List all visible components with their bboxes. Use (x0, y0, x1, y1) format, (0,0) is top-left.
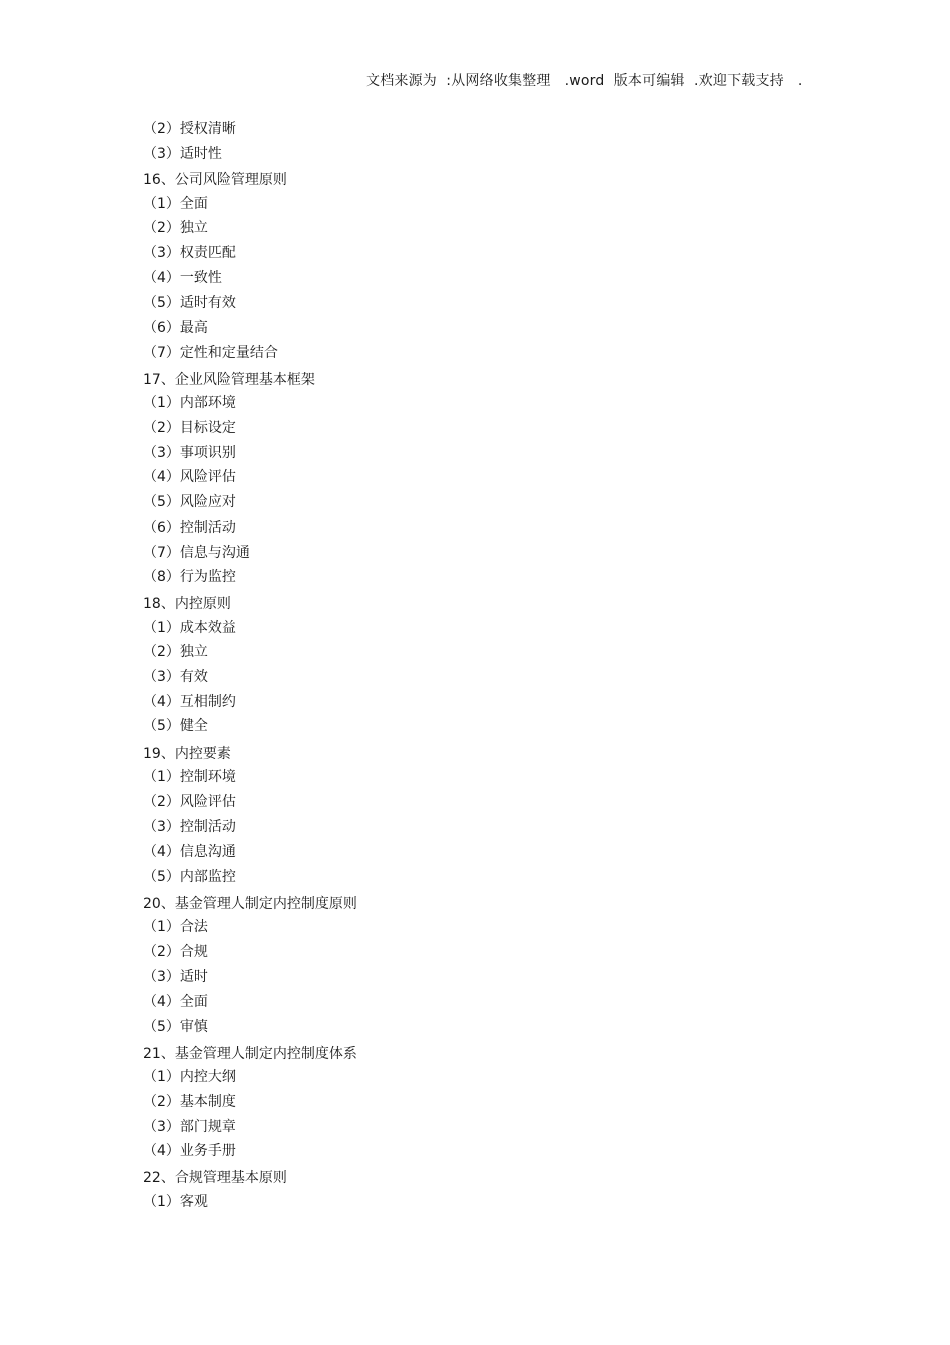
list-item: （7）信息与沟通 (143, 545, 250, 561)
list-item: （2）独立 (143, 220, 208, 236)
list-item: （1）合法 (143, 919, 208, 935)
list-item: （7）定性和定量结合 (143, 345, 278, 361)
list-item: （8）行为监控 (143, 569, 236, 585)
list-item: （4）业务手册 (143, 1143, 236, 1159)
list-item: （1）全面 (143, 196, 208, 212)
list-item: （2）授权清晰 (143, 121, 236, 137)
list-item: （2）基本制度 (143, 1094, 236, 1110)
section-heading: 21、基金管理人制定内控制度体系 (143, 1046, 357, 1062)
list-item: （2）独立 (143, 644, 208, 660)
list-item: （1）成本效益 (143, 620, 236, 636)
list-item: （2）合规 (143, 944, 208, 960)
list-item: （3）权责匹配 (143, 245, 236, 261)
list-item: （6）控制活动 (143, 520, 236, 536)
list-item: （4）风险评估 (143, 469, 236, 485)
list-item: （1）控制环境 (143, 769, 236, 785)
list-item: （5）健全 (143, 718, 208, 734)
list-item: （1）内控大纲 (143, 1069, 236, 1085)
list-item: （3）事项识别 (143, 445, 236, 461)
list-item: （2）目标设定 (143, 420, 236, 436)
list-item: （5）审慎 (143, 1019, 208, 1035)
section-heading: 19、内控要素 (143, 746, 231, 762)
list-item: （4）一致性 (143, 270, 222, 286)
section-heading: 22、合规管理基本原则 (143, 1170, 287, 1186)
page-header: 文档来源为 :从网络收集整理 .word 版本可编辑 .欢迎下载支持 . (366, 73, 803, 89)
list-item: （1）内部环境 (143, 395, 236, 411)
list-item: （4）信息沟通 (143, 844, 236, 860)
list-item: （5）内部监控 (143, 869, 236, 885)
list-item: （4）互相制约 (143, 694, 236, 710)
list-item: （3）控制活动 (143, 819, 236, 835)
section-heading: 17、企业风险管理基本框架 (143, 372, 315, 388)
list-item: （5）适时有效 (143, 295, 236, 311)
list-item: （5）风险应对 (143, 494, 236, 510)
list-item: （3）适时性 (143, 146, 222, 162)
list-item: （3）部门规章 (143, 1119, 236, 1135)
list-item: （4）全面 (143, 994, 208, 1010)
list-item: （2）风险评估 (143, 794, 236, 810)
list-item: （1）客观 (143, 1194, 208, 1210)
section-heading: 20、基金管理人制定内控制度原则 (143, 896, 357, 912)
section-heading: 18、内控原则 (143, 596, 231, 612)
list-item: （3）有效 (143, 669, 208, 685)
list-item: （6）最高 (143, 320, 208, 336)
section-heading: 16、公司风险管理原则 (143, 172, 287, 188)
list-item: （3）适时 (143, 969, 208, 985)
